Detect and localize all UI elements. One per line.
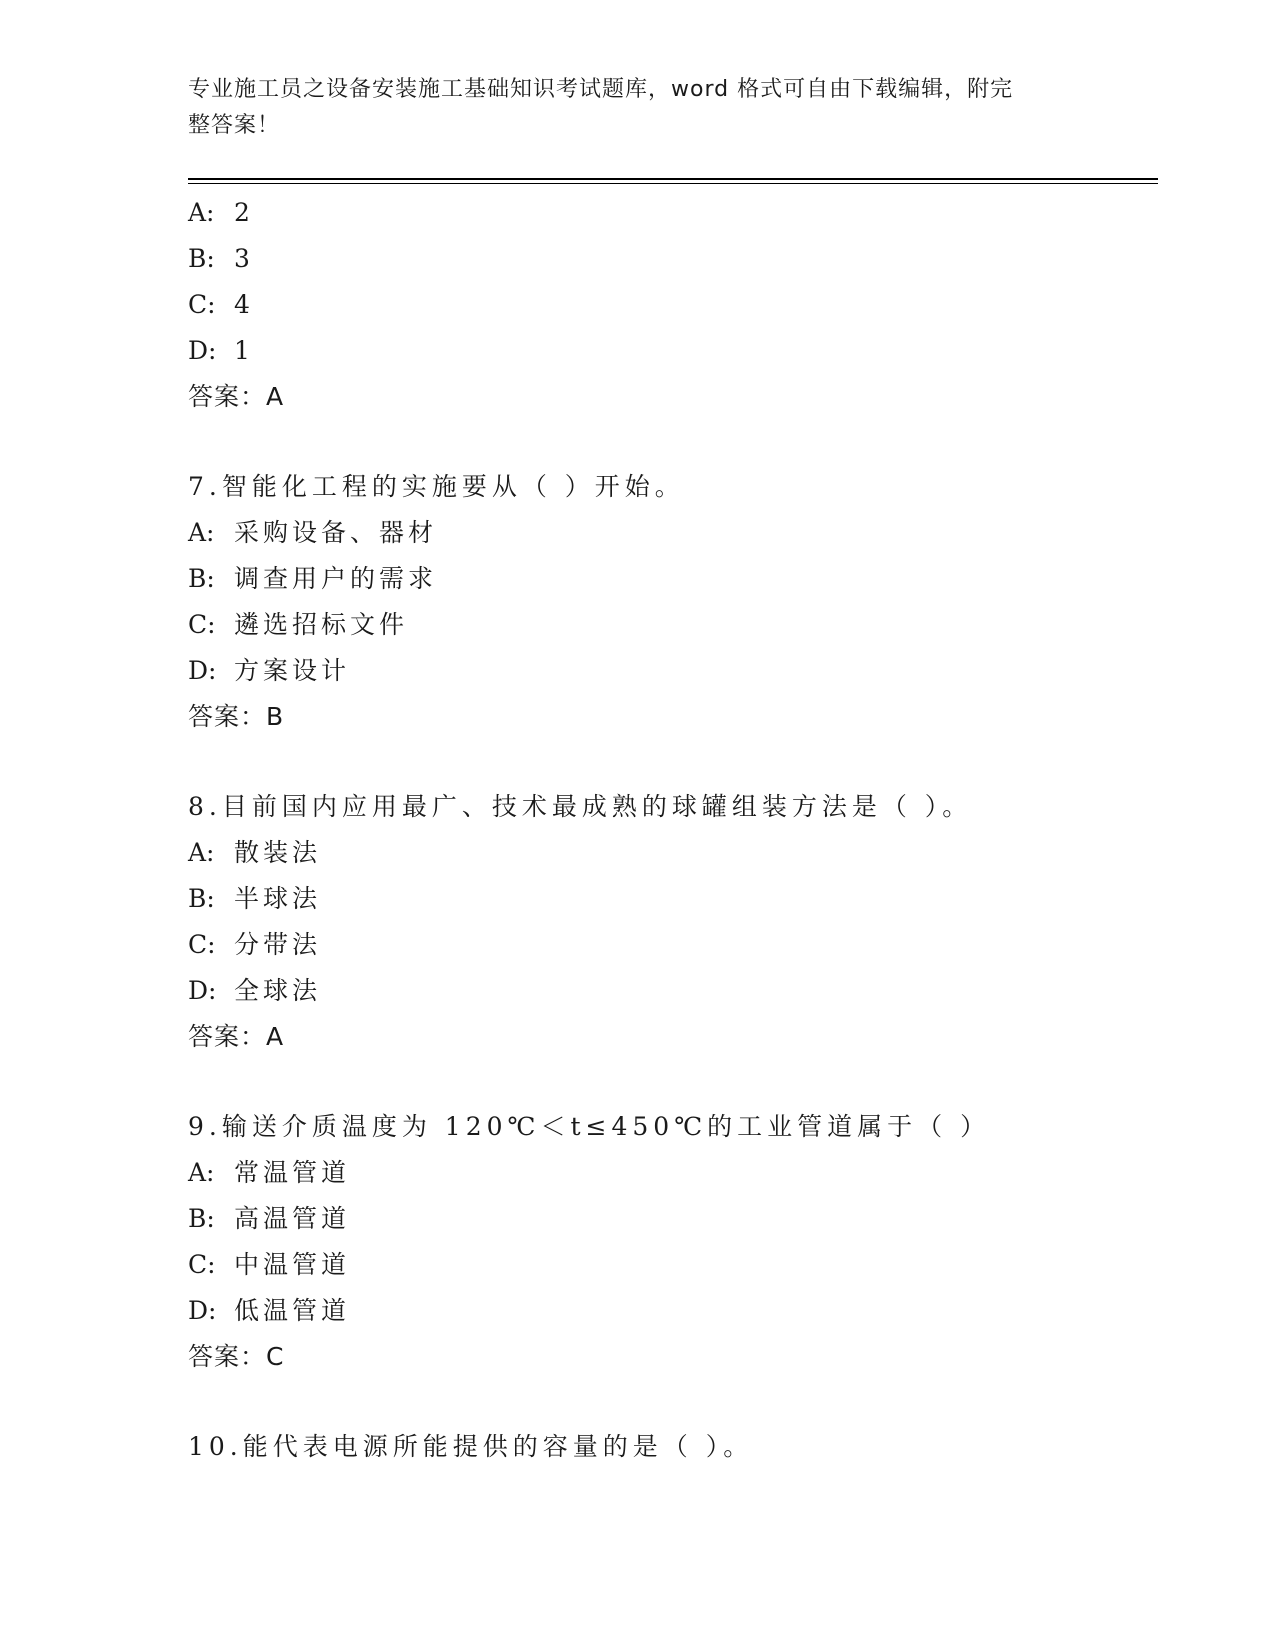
question-text: 9.输送介质温度为 120℃＜t≤450℃的工业管道属于（ ） (188, 1112, 991, 1141)
answer-line: 答案：C (188, 1342, 285, 1371)
question-text: 7.智能化工程的实施要从（ ）开始。 (188, 472, 685, 501)
option-d (188, 648, 1148, 694)
question-block (188, 1104, 1148, 1380)
option-a (188, 830, 1148, 876)
option-text: 3 (234, 244, 254, 273)
option-b (188, 1196, 1148, 1242)
option-text: 常温管道 (234, 1158, 351, 1187)
question-text: 8.目前国内应用最广、技术最成熟的球罐组装方法是（ ）。 (188, 792, 973, 821)
option-c (188, 602, 1148, 648)
option-b (188, 236, 1148, 282)
header-rule-thin (188, 183, 1158, 184)
option-text: 2 (234, 198, 254, 227)
document-header (188, 72, 1068, 144)
option-a (188, 510, 1148, 556)
option-label: A: (188, 518, 215, 547)
option-text: 遴选招标文件 (234, 610, 409, 639)
option-label: A: (188, 1158, 215, 1187)
option-label: B: (188, 884, 215, 913)
option-label: C: (188, 930, 216, 959)
option-text: 半球法 (234, 884, 322, 913)
option-label: C: (188, 610, 216, 639)
option-d (188, 968, 1148, 1014)
option-b (188, 556, 1148, 602)
option-label: C: (188, 290, 216, 319)
question-text: 10.能代表电源所能提供的容量的是（ ）。 (188, 1432, 754, 1461)
option-label: D: (188, 656, 217, 685)
header-rule-thick (188, 178, 1158, 180)
option-label: B: (188, 244, 215, 273)
header-line-1: 专业施工员之设备安装施工基础知识考试题库，word 格式可自由下载编辑，附完 (188, 77, 1014, 102)
option-text: 1 (234, 336, 254, 365)
option-label: A: (188, 838, 215, 867)
question-block (188, 464, 1148, 740)
option-label: B: (188, 1204, 215, 1233)
option-text: 全球法 (234, 976, 322, 1005)
option-text: 方案设计 (234, 656, 351, 685)
option-text: 采购设备、器材 (234, 518, 438, 547)
option-text: 高温管道 (234, 1204, 351, 1233)
option-c (188, 1242, 1148, 1288)
option-text: 中温管道 (234, 1250, 351, 1279)
option-label: D: (188, 336, 217, 365)
option-label: A: (188, 198, 215, 227)
header-line-2: 整答案！ (188, 113, 281, 138)
option-label: C: (188, 1250, 216, 1279)
option-text: 分带法 (234, 930, 322, 959)
option-a (188, 1150, 1148, 1196)
option-label: B: (188, 564, 215, 593)
question-list (188, 190, 1148, 1470)
option-text: 低温管道 (234, 1296, 351, 1325)
answer-line: 答案：B (188, 702, 285, 731)
answer-line: 答案：A (188, 382, 285, 411)
option-b (188, 876, 1148, 922)
option-c (188, 922, 1148, 968)
question-block (188, 190, 1148, 420)
option-text: 散装法 (234, 838, 322, 867)
answer-line: 答案：A (188, 1022, 285, 1051)
option-text: 4 (234, 290, 254, 319)
question-block (188, 1424, 1148, 1470)
option-text: 调查用户的需求 (234, 564, 438, 593)
option-c (188, 282, 1148, 328)
option-a (188, 190, 1148, 236)
option-label: D: (188, 976, 217, 1005)
option-label: D: (188, 1296, 217, 1325)
option-d (188, 1288, 1148, 1334)
question-block (188, 784, 1148, 1060)
option-d (188, 328, 1148, 374)
